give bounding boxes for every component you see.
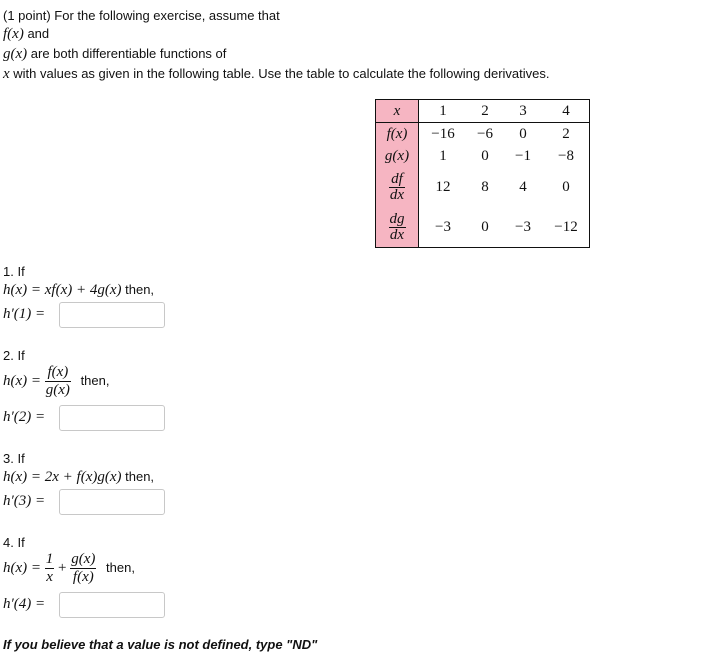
table-row-g — [376, 145, 590, 167]
q1-then: then, — [121, 282, 155, 297]
q1-answer-input[interactable] — [59, 302, 165, 328]
q4-plus: + — [54, 559, 71, 576]
q1-number: 1. If — [3, 264, 25, 279]
table-header-g: g(x) — [376, 145, 419, 167]
table-header-df-dx — [376, 167, 419, 207]
dg-denominator: dx — [389, 226, 405, 243]
q3-formula: h(x) = 2x + f(x)g(x) — [3, 469, 122, 485]
table-header-dg-dx — [376, 207, 419, 248]
table-row-x — [376, 100, 590, 123]
table-cell: −3 — [435, 218, 451, 235]
intro-line-4 — [3, 66, 549, 83]
table-row-f — [376, 123, 590, 146]
q4-frac2-numerator: g(x) — [71, 551, 96, 567]
table-cell: 4 — [562, 102, 570, 119]
q2-fraction — [45, 364, 71, 399]
table-cell: 2 — [481, 102, 489, 119]
q2-numerator: f(x) — [45, 364, 71, 382]
q4-frac2-denominator: f(x) — [72, 569, 94, 585]
table-cell: 12 — [435, 178, 451, 195]
q4-then: then, — [106, 559, 135, 575]
dg-numerator: dg — [389, 210, 405, 227]
table-row-df — [376, 167, 590, 207]
table-cell: 0 — [481, 218, 489, 235]
q4-frac1-numerator: 1 — [45, 551, 54, 567]
q2-lhs: h(x) = — [3, 372, 45, 389]
intro-line-2 — [3, 26, 49, 43]
q4-answer-input[interactable] — [59, 592, 165, 618]
q1-expression — [3, 282, 154, 299]
table-cell: 0 — [562, 178, 570, 195]
q2-answer-input[interactable] — [59, 405, 165, 431]
table-cell: 1 — [439, 147, 447, 164]
values-table — [375, 99, 590, 248]
table-row-dg — [376, 207, 590, 248]
intro-g-function: g(x) — [3, 46, 28, 62]
table-cell: 3 — [519, 102, 527, 119]
df-denominator: dx — [389, 186, 405, 203]
intro-line-4-text: with values as given in the following table. Use the table to calculate the following derivatives. — [9, 66, 550, 81]
intro-line-3-text: are both differentiable functions of — [27, 46, 227, 61]
q3-then: then, — [121, 469, 155, 484]
table-cell: −1 — [515, 147, 531, 164]
table-cell: −6 — [477, 125, 493, 142]
q1-ask: h′(1) = — [3, 306, 46, 322]
table-cell: −3 — [515, 218, 531, 235]
footer-note: If you believe that a value is not defined, type "ND" — [3, 637, 318, 652]
q2-ask: h′(2) = — [3, 409, 46, 425]
table-cell: 2 — [562, 125, 570, 142]
q3-expression — [3, 469, 154, 486]
table-cell: 0 — [519, 125, 527, 142]
q1-formula: h(x) = xf(x) + 4g(x) — [3, 282, 122, 298]
df-numerator: df — [389, 172, 405, 188]
table-header-x: x — [376, 100, 419, 123]
intro-line-1: (1 point) For the following exercise, assume that — [3, 8, 280, 23]
table-cell: 8 — [481, 178, 489, 195]
table-cell: 1 — [439, 102, 447, 119]
intro-line-3 — [3, 46, 226, 63]
table-cell: 4 — [519, 178, 527, 195]
q2-then: then, — [80, 372, 110, 388]
table-cell: −12 — [554, 218, 578, 235]
table-cell: −16 — [431, 125, 455, 142]
intro-x-variable: x — [3, 66, 10, 82]
q3-ask: h′(3) = — [3, 493, 46, 509]
q4-ask: h′(4) = — [3, 596, 46, 612]
table-cell: 0 — [481, 147, 489, 164]
q4-fraction-1 — [45, 551, 55, 586]
table-cell: −8 — [558, 147, 574, 164]
q4-fraction-2 — [70, 551, 96, 586]
q4-frac1-denominator: x — [46, 569, 53, 585]
table-header-f: f(x) — [376, 123, 419, 146]
q4-number: 4. If — [3, 535, 25, 550]
q2-expression — [3, 364, 109, 399]
q4-expression — [3, 551, 135, 586]
q4-lhs: h(x) = — [3, 559, 45, 576]
q2-denominator: g(x) — [45, 382, 70, 398]
intro-line-2-text: and — [23, 26, 50, 41]
q3-answer-input[interactable] — [59, 489, 165, 515]
q2-number: 2. If — [3, 348, 25, 363]
intro-f-function: f(x) — [3, 26, 24, 42]
q3-number: 3. If — [3, 451, 25, 466]
